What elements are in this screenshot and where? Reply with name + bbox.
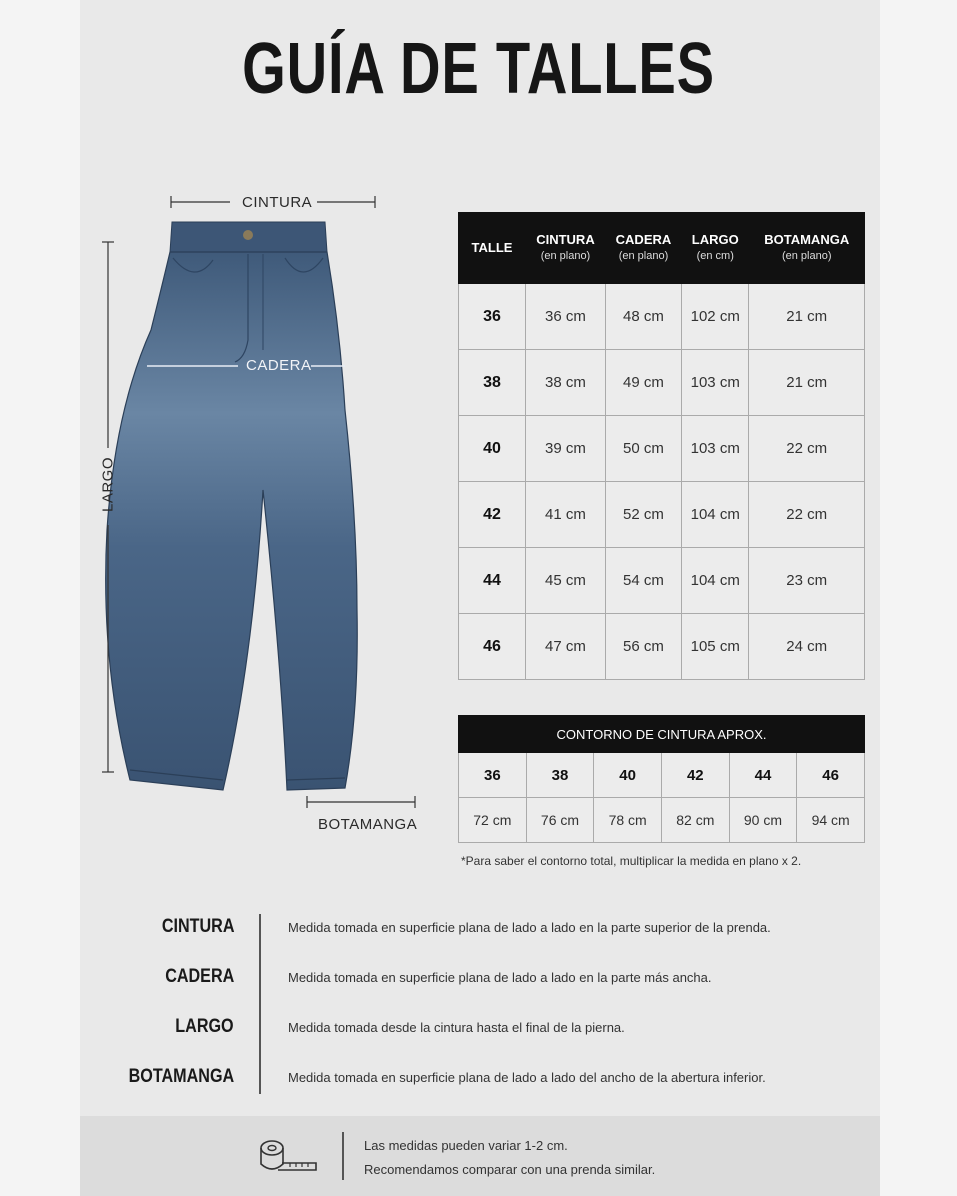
cell-largo: 104 cm (682, 548, 749, 614)
jeans-illustration (95, 190, 425, 840)
cell-talle: 44 (459, 548, 526, 614)
definition-cintura (100, 910, 860, 950)
waist-size-cell: 42 (661, 753, 729, 798)
waist-value-cell: 82 cm (661, 798, 729, 843)
header-cintura: CINTURA (en plano) (526, 213, 606, 284)
cell-largo: 105 cm (682, 614, 749, 680)
definition-text: Medida tomada en superficie plana de lado a lado del ancho de la abertura inferior. (288, 1070, 766, 1085)
waist-value-cell: 94 cm (797, 798, 865, 843)
definition-term: LARGO (175, 1016, 234, 1037)
cell-talle: 36 (459, 284, 526, 350)
contour-note: *Para saber el contorno total, multiplicar la medida en plano x 2. (461, 854, 802, 868)
cell-cadera: 54 cm (605, 548, 681, 614)
cell-largo: 103 cm (682, 416, 749, 482)
waist-size-cell: 36 (459, 753, 527, 798)
definition-term: CADERA (164, 966, 234, 987)
botamanga-label: BOTAMANGA (318, 816, 418, 833)
cell-botamanga: 23 cm (749, 548, 865, 614)
largo-label: LARGO (99, 457, 117, 513)
cell-talle: 38 (459, 350, 526, 416)
cell-cintura: 36 cm (526, 284, 606, 350)
cell-botamanga: 22 cm (749, 416, 865, 482)
cell-cadera: 52 cm (605, 482, 681, 548)
definition-largo (100, 1010, 860, 1050)
cell-cadera: 49 cm (605, 350, 681, 416)
botamanga-measure-line (307, 796, 415, 808)
header-largo: LARGO (en cm) (682, 213, 749, 284)
table-row (459, 614, 865, 680)
footer-line-2: Recomendamos comparar con una prenda similar. (364, 1162, 656, 1177)
cell-botamanga: 24 cm (749, 614, 865, 680)
definition-term: BOTAMANGA (128, 1066, 234, 1087)
header-cadera: CADERA (en plano) (605, 213, 681, 284)
header-talle: TALLE (459, 213, 526, 284)
cell-cadera: 50 cm (605, 416, 681, 482)
definition-term: CINTURA (161, 916, 234, 937)
definition-text: Medida tomada desde la cintura hasta el final de la pierna. (288, 1020, 625, 1035)
table-row (459, 548, 865, 614)
waist-size-cell: 38 (526, 753, 594, 798)
cell-talle: 46 (459, 614, 526, 680)
cell-largo: 104 cm (682, 482, 749, 548)
cell-botamanga: 21 cm (749, 284, 865, 350)
measuring-tape-icon (258, 1136, 318, 1181)
waist-size-row (459, 753, 865, 798)
cell-talle: 40 (459, 416, 526, 482)
table-row (459, 284, 865, 350)
size-table (458, 212, 865, 680)
waist-value-cell: 76 cm (526, 798, 594, 843)
cell-botamanga: 21 cm (749, 350, 865, 416)
cell-cintura: 45 cm (526, 548, 606, 614)
definition-text: Medida tomada en superficie plana de lado a lado en la parte superior de la prenda. (288, 920, 771, 935)
size-table-header-row (459, 213, 865, 284)
footer-divider (342, 1132, 344, 1180)
cadera-label: CADERA (246, 357, 312, 374)
waist-value-row (459, 798, 865, 843)
waist-size-cell: 40 (594, 753, 662, 798)
cell-cadera: 56 cm (605, 614, 681, 680)
table-row (459, 416, 865, 482)
header-botamanga: BOTAMANGA (en plano) (749, 213, 865, 284)
waist-size-cell: 46 (797, 753, 865, 798)
cell-cintura: 38 cm (526, 350, 606, 416)
cell-cintura: 41 cm (526, 482, 606, 548)
waist-size-cell: 44 (729, 753, 797, 798)
jeans-figure (95, 190, 425, 840)
footer-line-1: Las medidas pueden variar 1-2 cm. (364, 1138, 568, 1153)
waist-value-cell: 90 cm (729, 798, 797, 843)
cell-cintura: 47 cm (526, 614, 606, 680)
waist-value-cell: 72 cm (459, 798, 527, 843)
waist-contour-table (458, 715, 865, 843)
footer-note (80, 1116, 880, 1196)
table-row (459, 350, 865, 416)
waist-table-header: CONTORNO DE CINTURA APROX. (459, 716, 865, 753)
cell-cintura: 39 cm (526, 416, 606, 482)
table-row (459, 482, 865, 548)
definition-cadera (100, 960, 860, 1000)
cell-largo: 103 cm (682, 350, 749, 416)
cell-cadera: 48 cm (605, 284, 681, 350)
waist-value-cell: 78 cm (594, 798, 662, 843)
page-title: GUÍA DE TALLES (242, 29, 715, 109)
cell-largo: 102 cm (682, 284, 749, 350)
cell-botamanga: 22 cm (749, 482, 865, 548)
cintura-label: CINTURA (242, 194, 313, 211)
cell-talle: 42 (459, 482, 526, 548)
definition-botamanga (100, 1060, 860, 1100)
definition-text: Medida tomada en superficie plana de lado a lado en la parte más ancha. (288, 970, 712, 985)
